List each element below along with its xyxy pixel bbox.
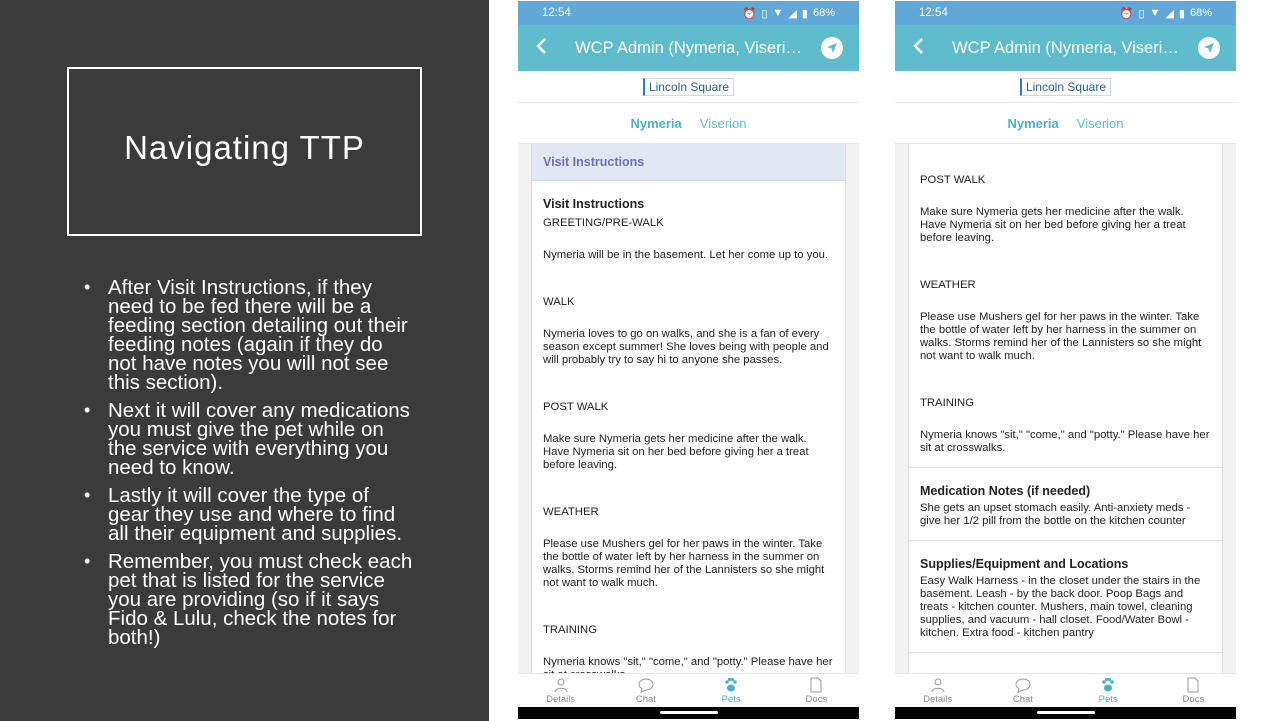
tab-viserion[interactable]: Viserion: [1076, 115, 1124, 131]
battery-icon: ▮: [801, 7, 808, 20]
person-icon: [930, 677, 946, 693]
post-walk-title: POST WALK: [920, 174, 986, 186]
walk-title: WALK: [543, 296, 575, 308]
instructions-card: [908, 144, 1223, 673]
battery-percent: 68%: [812, 7, 835, 19]
status-time: 12:54: [542, 7, 571, 19]
chat-icon: [1015, 677, 1031, 693]
person-icon: [553, 677, 569, 693]
training-text: Nymeria knows "sit," "come," and "potty." Please have her sit at crosswalks.: [920, 429, 1210, 454]
bullet-item: • Next it will cover any medications you must give the pet while on the service with everything you need to know.: [84, 401, 414, 477]
nav-details[interactable]: Details: [531, 677, 591, 705]
scroll-content[interactable]: [518, 144, 859, 673]
bottom-nav: [895, 673, 1236, 707]
signal-icon: ◢: [788, 7, 797, 20]
app-title: WCP Admin (Nymeria, Viseri…: [952, 38, 1179, 57]
back-arrow-icon[interactable]: [526, 35, 556, 61]
status-bar: [518, 1, 859, 25]
medication-text: She gets an upset stomach easily. Anti-anxiety meds - give her 1/2 pill from the bottle on the kitchen counter: [920, 502, 1191, 527]
nav-pets[interactable]: Pets: [1078, 677, 1138, 705]
pet-tabs: [518, 103, 859, 144]
post-walk-title: POST WALK: [543, 401, 609, 413]
tab-viserion[interactable]: Viserion: [699, 115, 747, 131]
training-title: TRAINING: [920, 397, 974, 409]
training-title: TRAINING: [543, 624, 597, 636]
supplies-text: Easy Walk Harness - in the closet under the stairs in the basement. Leash - by the back door. Poop Bags and treats - kitchen counter. Mushers, main towel, cleaning supplies, and vacuum - hall closet. Food/Water Bowl - kitchen. Extra food - kitchen pantry: [920, 575, 1201, 639]
tab-nymeria[interactable]: Nymeria: [630, 115, 682, 131]
bullet-item: • Lastly it will cover the type of gear they use and where to find all their equipment and supplies.: [84, 486, 414, 543]
alarm-icon: ⏰: [1119, 7, 1134, 20]
phone-screenshot-1: [518, 1, 859, 719]
battery-percent: 68%: [1189, 7, 1212, 19]
bullet-item: • After Visit Instructions, if they need to be fed there will be a feeding section detailing out their feeding notes (again if they do not have notes you will not see this section).: [84, 278, 414, 392]
post-walk-text: Make sure Nymeria gets her medicine after the walk. Have Nymeria sit on her bed before giving her a treat before leaving.: [543, 433, 809, 471]
app-bar: [518, 25, 859, 71]
home-indicator: [895, 707, 1236, 719]
app-title: WCP Admin (Nymeria, Viseri…: [575, 38, 802, 57]
wifi-icon: ▼: [772, 7, 784, 19]
navigation-arrow-icon[interactable]: [1198, 37, 1220, 59]
nav-chat[interactable]: Chat: [993, 677, 1053, 705]
bullet-item: • Remember, you must check each pet that is listed for the service you are providing (so if it says Fido & Lulu, check the notes for both!): [84, 552, 414, 647]
battery-icon: ▮: [1178, 7, 1185, 20]
status-time: 12:54: [919, 7, 948, 19]
bullet-list: [84, 278, 414, 656]
paw-icon: [1100, 677, 1116, 693]
vibrate-icon: ▯: [1138, 7, 1145, 20]
divider: [909, 652, 1222, 653]
scroll-content[interactable]: [895, 144, 1236, 673]
weather-title: WEATHER: [543, 506, 599, 518]
alarm-icon: ⏰: [742, 7, 757, 20]
slide-title: Navigating TTP: [124, 129, 365, 166]
paw-icon: [723, 677, 739, 693]
nav-docs[interactable]: Docs: [1163, 677, 1223, 705]
medication-title: Medication Notes (if needed): [920, 484, 1091, 498]
nav-chat[interactable]: Chat: [616, 677, 676, 705]
back-arrow-icon[interactable]: [903, 35, 933, 61]
document-icon: [1185, 677, 1201, 693]
document-icon: [808, 677, 824, 693]
instructions-card: [531, 144, 846, 673]
supplies-title: Supplies/Equipment and Locations: [920, 557, 1129, 571]
navigation-arrow-icon[interactable]: [821, 37, 843, 59]
weather-title: WEATHER: [920, 279, 976, 291]
greeting-text: Nymeria will be in the basement. Let her come up to you.: [543, 249, 829, 261]
section-title: Visit Instructions: [543, 197, 645, 211]
title-box: [67, 67, 422, 236]
location-chip[interactable]: Lincoln Square: [643, 78, 734, 96]
slide-left-panel: [0, 0, 489, 721]
post-walk-text: Make sure Nymeria gets her medicine after the walk. Have Nymeria sit on her bed before giving her a treat before leaving.: [920, 206, 1186, 244]
location-chip[interactable]: Lincoln Square: [1020, 78, 1111, 96]
nav-pets[interactable]: Pets: [701, 677, 761, 705]
home-indicator: [518, 707, 859, 719]
bottom-nav: [518, 673, 859, 707]
nav-docs[interactable]: Docs: [786, 677, 846, 705]
weather-text: Please use Mushers gel for her paws in the winter. Take the bottle of water left by her harness in the summer on walks. Storms remind her of the Lannisters so she might not want to walk much.: [920, 311, 1202, 362]
wifi-icon: ▼: [1149, 7, 1161, 19]
pet-tabs: [895, 103, 1236, 144]
chat-icon: [638, 677, 654, 693]
tab-nymeria[interactable]: Nymeria: [1007, 115, 1059, 131]
walk-text: Nymeria loves to go on walks, and she is a fan of every season except summer! She loves being with people and will probably try to say hi to anyone she passes.: [543, 328, 829, 366]
divider: [909, 540, 1222, 541]
divider: [909, 467, 1222, 468]
greeting-title: GREETING/PRE-WALK: [543, 217, 664, 229]
vibrate-icon: ▯: [761, 7, 768, 20]
signal-icon: ◢: [1165, 7, 1174, 20]
training-text: Nymeria knows "sit," "come," and "potty." Please have her: [543, 656, 833, 668]
nav-details[interactable]: Details: [908, 677, 968, 705]
app-bar: [895, 25, 1236, 71]
phone-screenshot-2: [895, 1, 1236, 719]
visit-instructions-header: Visit Instructions: [532, 144, 845, 181]
weather-text: Please use Mushers gel for her paws in the winter. Take the bottle of water left by her harness in the summer on walks. Storms remind her of the Lannisters so she might not want to walk much.: [543, 538, 825, 589]
status-bar: [895, 1, 1236, 25]
